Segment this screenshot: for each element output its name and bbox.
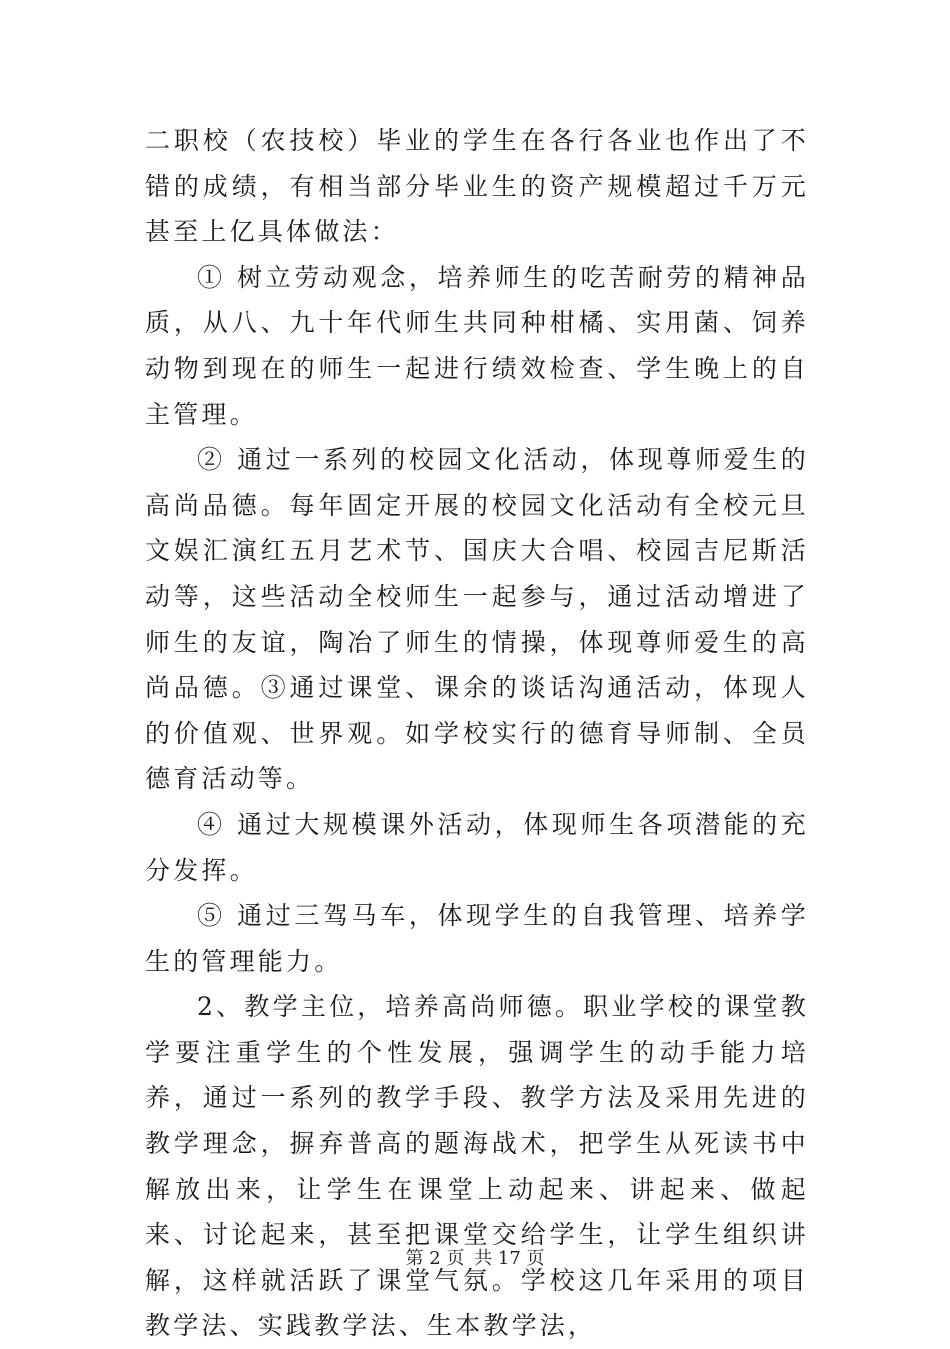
page-total: 共 17 页 bbox=[474, 1248, 545, 1269]
paragraph-3: ② 通过一系列的校园文化活动，体现尊师爱生的高尚品德。每年固定开展的校园文化活动有全校元旦文娱汇演红五月艺术节、国庆大合唱、校园吉尼斯活动等，这些活动全校师生一起参与，通过活动增进了师生的友谊，陶冶了师生的情操，体现尊师爱生的高尚品德。③通过课堂、课余的谈话沟通活动，体现人的价值观、世界观。如学校实行的德育导师制、全员德育活动等。 bbox=[145, 445, 809, 794]
paragraph-6: 2、教学主位，培养高尚师德。职业学校的课堂教学要注重学生的个性发展，强调学生的动手能力培养，通过一系列的教学手段、教学方法及采用先进的教学理念，摒弃普高的题海战术，把学生从死读书中解放出来，让学生在课堂上动起来、讲起来、做起来、讨论起来，甚至把课堂交给学生，让学生组织讲解，这样就活跃了课堂气氛。学校这几年采用的项目教学法、实践教学法、生本教学法， bbox=[145, 992, 809, 1341]
paragraph-5: ⑤ 通过三驾马车，体现学生的自我管理、培养学生的管理能力。 bbox=[145, 901, 809, 976]
page-footer bbox=[0, 1244, 950, 1270]
paragraph-4: ④ 通过大规模课外活动，体现师生各项潜能的充分发挥。 bbox=[145, 809, 809, 885]
paragraph-2: ① 树立劳动观念，培养师生的吃苦耐劳的精神品质，从八、九十年代师生共同种柑橘、实用菌、饲养动物到现在的师生一起进行绩效检查、学生晚上的自主管理。 bbox=[145, 262, 809, 429]
paragraph-1: 二职校（农技校）毕业的学生在各行各业也作出了不错的成绩，有相当部分毕业生的资产规模超过千万元甚至上亿具体做法： bbox=[145, 126, 809, 247]
document-body bbox=[145, 118, 809, 1349]
page-number: 第 2 页 bbox=[405, 1248, 465, 1269]
